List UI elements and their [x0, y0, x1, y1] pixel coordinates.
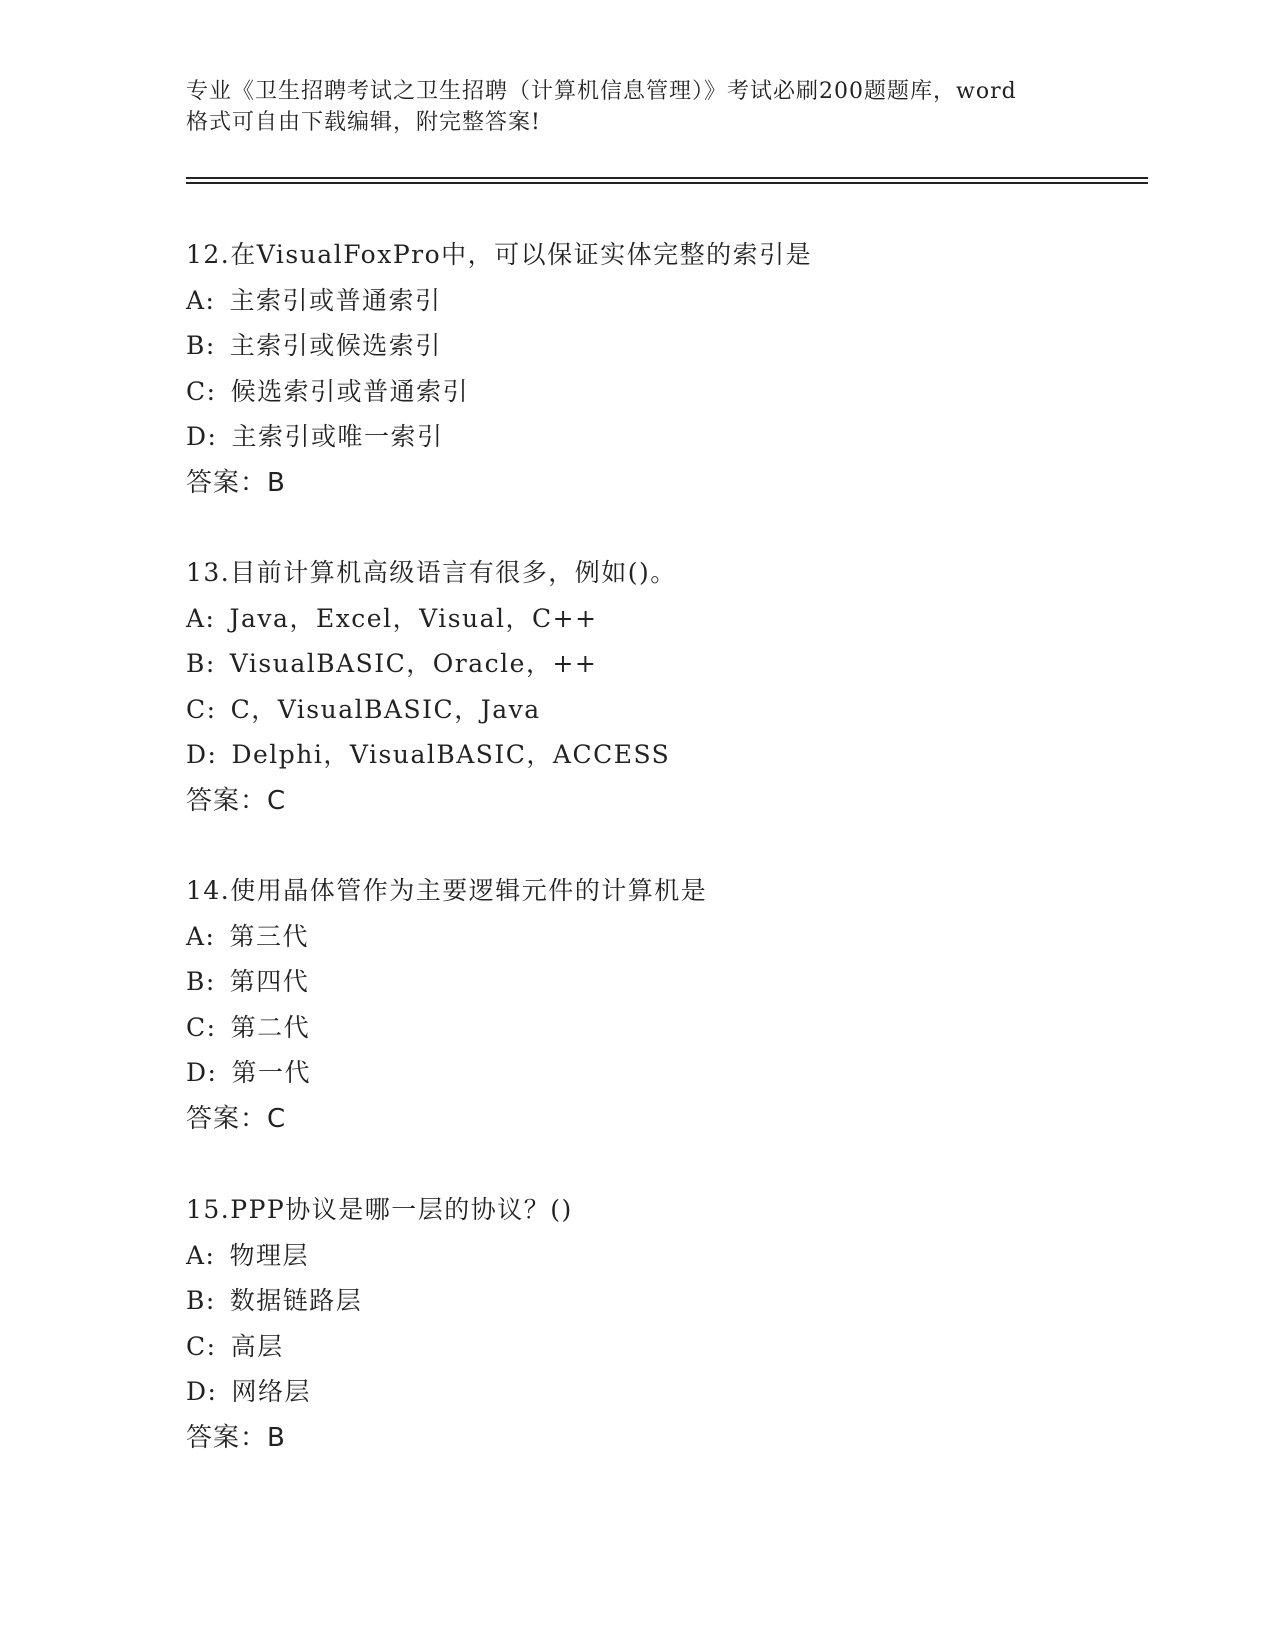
answer-line: 答案：C	[186, 1103, 287, 1134]
option-text: 第一代	[231, 1058, 311, 1087]
option-letter: D:	[186, 1058, 218, 1087]
option-text: 物理层	[229, 1240, 309, 1270]
option-text: 主索引或候选索引	[229, 331, 442, 360]
question-stem: 13.目前计算机高级语言有很多，例如()。	[186, 558, 677, 587]
option-a	[186, 920, 1146, 966]
option-c	[186, 1330, 1146, 1376]
option-a	[186, 602, 1146, 648]
option-text: 数据链路层	[229, 1286, 363, 1315]
option-d	[186, 738, 1146, 784]
question-block	[186, 874, 1146, 1147]
option-letter: C:	[186, 376, 217, 406]
option-b	[186, 329, 1146, 375]
option-text: 网络层	[231, 1377, 311, 1406]
option-text: VisualBASIC，Oracle，++	[229, 649, 598, 678]
option-text: 主索引或普通索引	[229, 285, 442, 315]
option-text: Delphi，VisualBASIC，ACCESS	[231, 740, 671, 769]
question-stem: 14.使用晶体管作为主要逻辑元件的计算机是	[186, 876, 708, 905]
option-c	[186, 1011, 1146, 1057]
option-letter: D:	[186, 1377, 218, 1406]
document-header	[186, 76, 1086, 138]
header-divider-bottom	[186, 182, 1148, 184]
option-b	[186, 1284, 1146, 1330]
question-stem: 15.PPP协议是哪一层的协议？()	[186, 1195, 573, 1224]
option-text: 第三代	[229, 921, 309, 951]
header-divider-top	[186, 177, 1148, 179]
option-letter: A:	[186, 1240, 216, 1270]
option-c	[186, 693, 1146, 739]
option-letter: C:	[186, 694, 217, 724]
answer-line: 答案：C	[186, 785, 287, 816]
answer-line: 答案：B	[186, 1422, 286, 1453]
answer-line: 答案：B	[186, 467, 286, 498]
option-letter: C:	[186, 1331, 217, 1361]
option-text: 第二代	[230, 1012, 311, 1042]
option-b	[186, 965, 1146, 1011]
option-text: 候选索引或普通索引	[230, 376, 470, 406]
option-letter: A:	[186, 285, 216, 315]
option-text: 高层	[230, 1331, 284, 1361]
option-b	[186, 647, 1146, 693]
question-block	[186, 238, 1146, 511]
option-d	[186, 1056, 1146, 1102]
option-letter: B:	[186, 649, 216, 678]
option-text: 主索引或唯一索引	[231, 422, 444, 451]
option-letter: B:	[186, 1286, 216, 1315]
option-letter: B:	[186, 331, 216, 360]
option-text: C，VisualBASIC，Java	[230, 694, 541, 724]
option-d	[186, 420, 1146, 466]
option-letter: C:	[186, 1012, 217, 1042]
option-d	[186, 1375, 1146, 1421]
option-c	[186, 375, 1146, 421]
header-line-1: 专业《卫生招聘考试之卫生招聘（计算机信息管理）》考试必刷200题题库，word	[186, 79, 1017, 104]
question-block	[186, 556, 1146, 829]
option-text: 第四代	[229, 967, 310, 996]
option-text: Java，Excel，Visual，C++	[229, 603, 598, 633]
header-line-2: 格式可自由下载编辑，附完整答案!	[186, 110, 541, 135]
question-stem: 12.在VisualFoxPro中，可以保证实体完整的索引是	[186, 240, 813, 269]
option-a	[186, 284, 1146, 330]
option-letter: B:	[186, 967, 216, 996]
option-letter: D:	[186, 422, 218, 451]
option-letter: A:	[186, 603, 216, 633]
option-letter: A:	[186, 921, 216, 951]
option-letter: D:	[186, 740, 218, 769]
question-block	[186, 1193, 1146, 1466]
option-a	[186, 1239, 1146, 1285]
